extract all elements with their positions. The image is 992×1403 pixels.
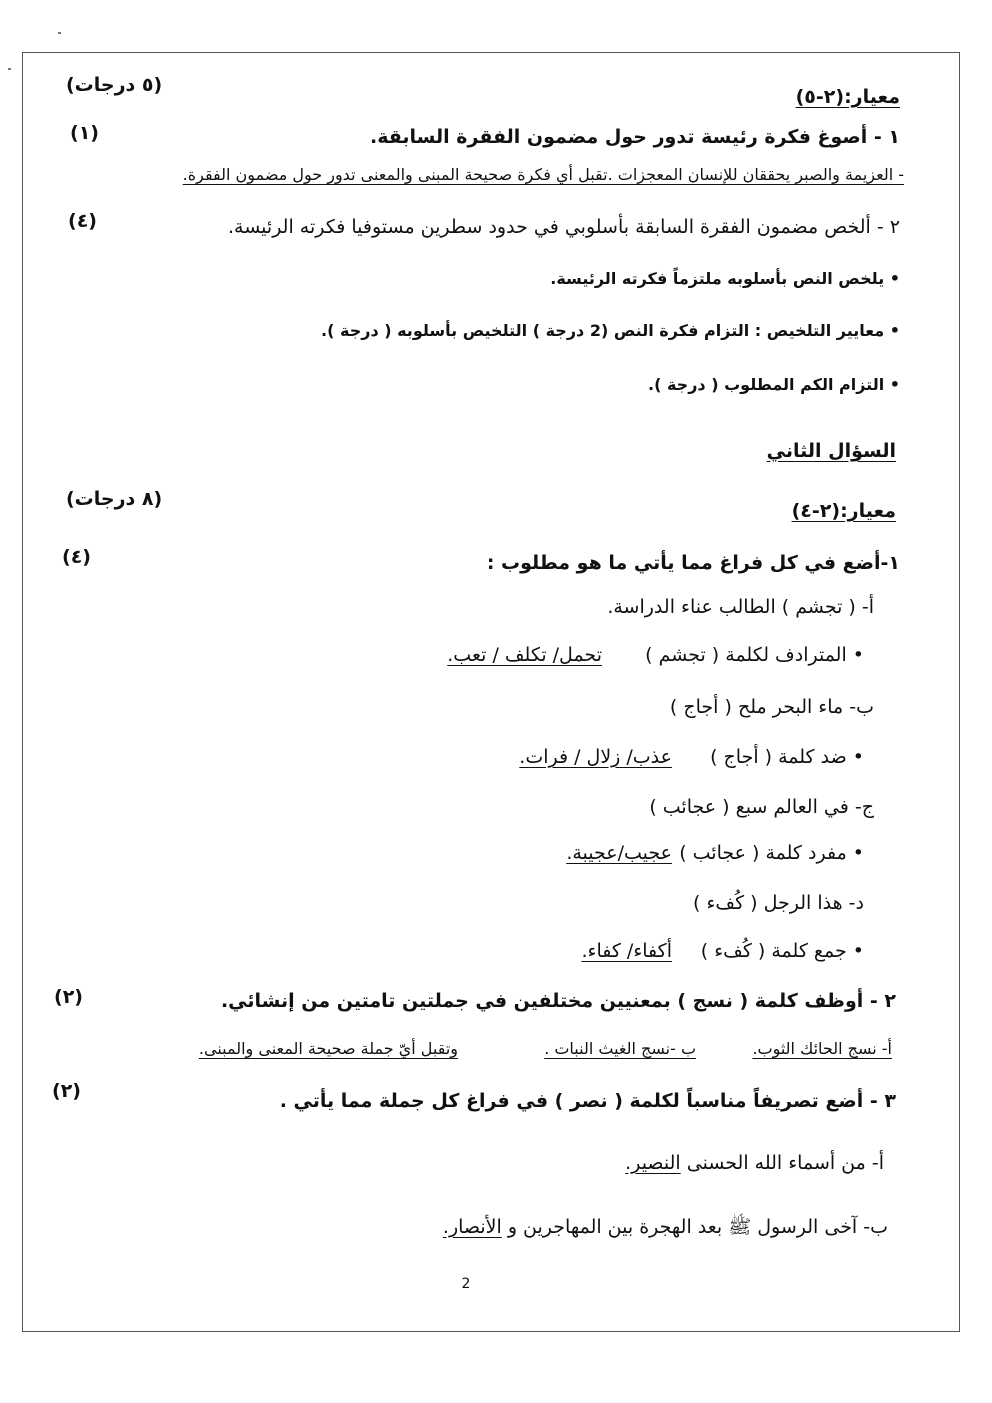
section2-criterion: معيار:(٢-٤) — [791, 500, 896, 522]
s2-q1-marks: (٤) — [62, 546, 91, 568]
item-a-prompt: • المترادف لكلمة ( تجشم ) — [645, 644, 864, 666]
item-d-prompt: • جمع كلمة ( كُفء ) — [700, 940, 864, 962]
s1-q1-text: ١ - أصوغ فكرة رئيسة تدور حول مضمون الفقرة السابقة. — [370, 126, 900, 148]
page-number: 2 — [461, 1276, 471, 1292]
s2-q3-text: ٣ - أضع تصريفاً مناسباً لكلمة ( نصر ) في فراغ كل جملة مما يأتي . — [279, 1090, 896, 1112]
s2-q2-text: ٢ - أوظف كلمة ( نسج ) بمعنيين مختلفين في جملتين تامتين من إنشائي. — [220, 990, 896, 1012]
scan-speck — [58, 32, 61, 34]
q3-b-answer: الأنصار. — [442, 1216, 502, 1238]
section2-marks: (٨ درجات) — [66, 488, 163, 510]
s2-q3-marks: (٢) — [52, 1080, 81, 1102]
item-c-answer: عجيب/عجيبة. — [566, 842, 672, 864]
item-c-prompt: • مفرد كلمة ( عجائب ) — [679, 842, 864, 864]
s1-q1-marks: (١) — [70, 122, 99, 144]
s1-q2-text: ٢ - ألخص مضمون الفقرة السابقة بأسلوبي في حدود سطرين مستوفيا فكرته الرئيسة. — [228, 216, 900, 238]
s1-q2-marks: (٤) — [68, 210, 97, 232]
item-d-answer: أكفاء/ كفاء. — [581, 940, 672, 962]
section1-criterion: معيار:(٢-٥) — [795, 86, 900, 108]
item-b-prompt: • ضد كلمة ( أجاج ) — [710, 746, 864, 768]
q3-b-prefix: ب- آخى الرسول ﷺ بعد الهجرة بين المهاجرين و — [501, 1216, 888, 1238]
s2-q2-marks: (٢) — [54, 986, 83, 1008]
s2-q3-line-a — [625, 1150, 884, 1176]
item-b-sentence: ب- ماء البحر ملح ( أجاج ) — [669, 696, 874, 718]
s2-q1-text: ١-أضع في كل فراغ مما يأتي ما هو مطلوب : — [486, 552, 900, 574]
page-border — [22, 52, 960, 1332]
s2-q2-answer-b: ب -نسج الغيث النبات . — [544, 1039, 696, 1058]
s2-q3-line-b — [443, 1214, 888, 1240]
section1-marks: (٥ درجات) — [66, 74, 163, 96]
q3-a-prefix: أ- من أسماء الله الحسنى — [680, 1152, 884, 1174]
section2-title: السؤال الثاني — [766, 440, 896, 462]
item-c-sentence: ج- في العالم سبع ( عجائب ) — [649, 796, 874, 818]
s1-q1-answer: - العزيمة والصبر يحققان للإنسان المعجزات .تقبل أي فكرة صحيحة المبنى والمعنى تدور حول مضمون الفقرة. — [182, 165, 904, 184]
s2-q2-answer-a: أ- نسج الحائك الثوب. — [752, 1039, 892, 1058]
item-a-sentence: أ- ( تجشم ) الطالب عناء الدراسة. — [607, 596, 874, 618]
s1-bullet-3: • التزام الكم المطلوب ( درجة ). — [648, 375, 900, 394]
q3-a-answer: النصير. — [625, 1152, 681, 1174]
s1-bullet-1: • يلخص النص بأسلوبه ملتزماً فكرته الرئيسة. — [550, 269, 900, 288]
item-a-answer: تحمل/ تكلف / تعب. — [447, 644, 602, 666]
item-b-answer: عذب/ زلال / فرات. — [519, 746, 672, 768]
scan-speck — [8, 68, 11, 70]
item-d-sentence: د- هذا الرجل ( كُفء ) — [693, 892, 864, 914]
s1-bullet-2: • معايير التلخيص : التزام فكرة النص (2 درجة ) التلخيص بأسلوبه ( درجة ). — [321, 321, 900, 340]
s2-q2-answer-note: وتقبل أيّ جملة صحيحة المعنى والمبنى. — [198, 1039, 458, 1058]
